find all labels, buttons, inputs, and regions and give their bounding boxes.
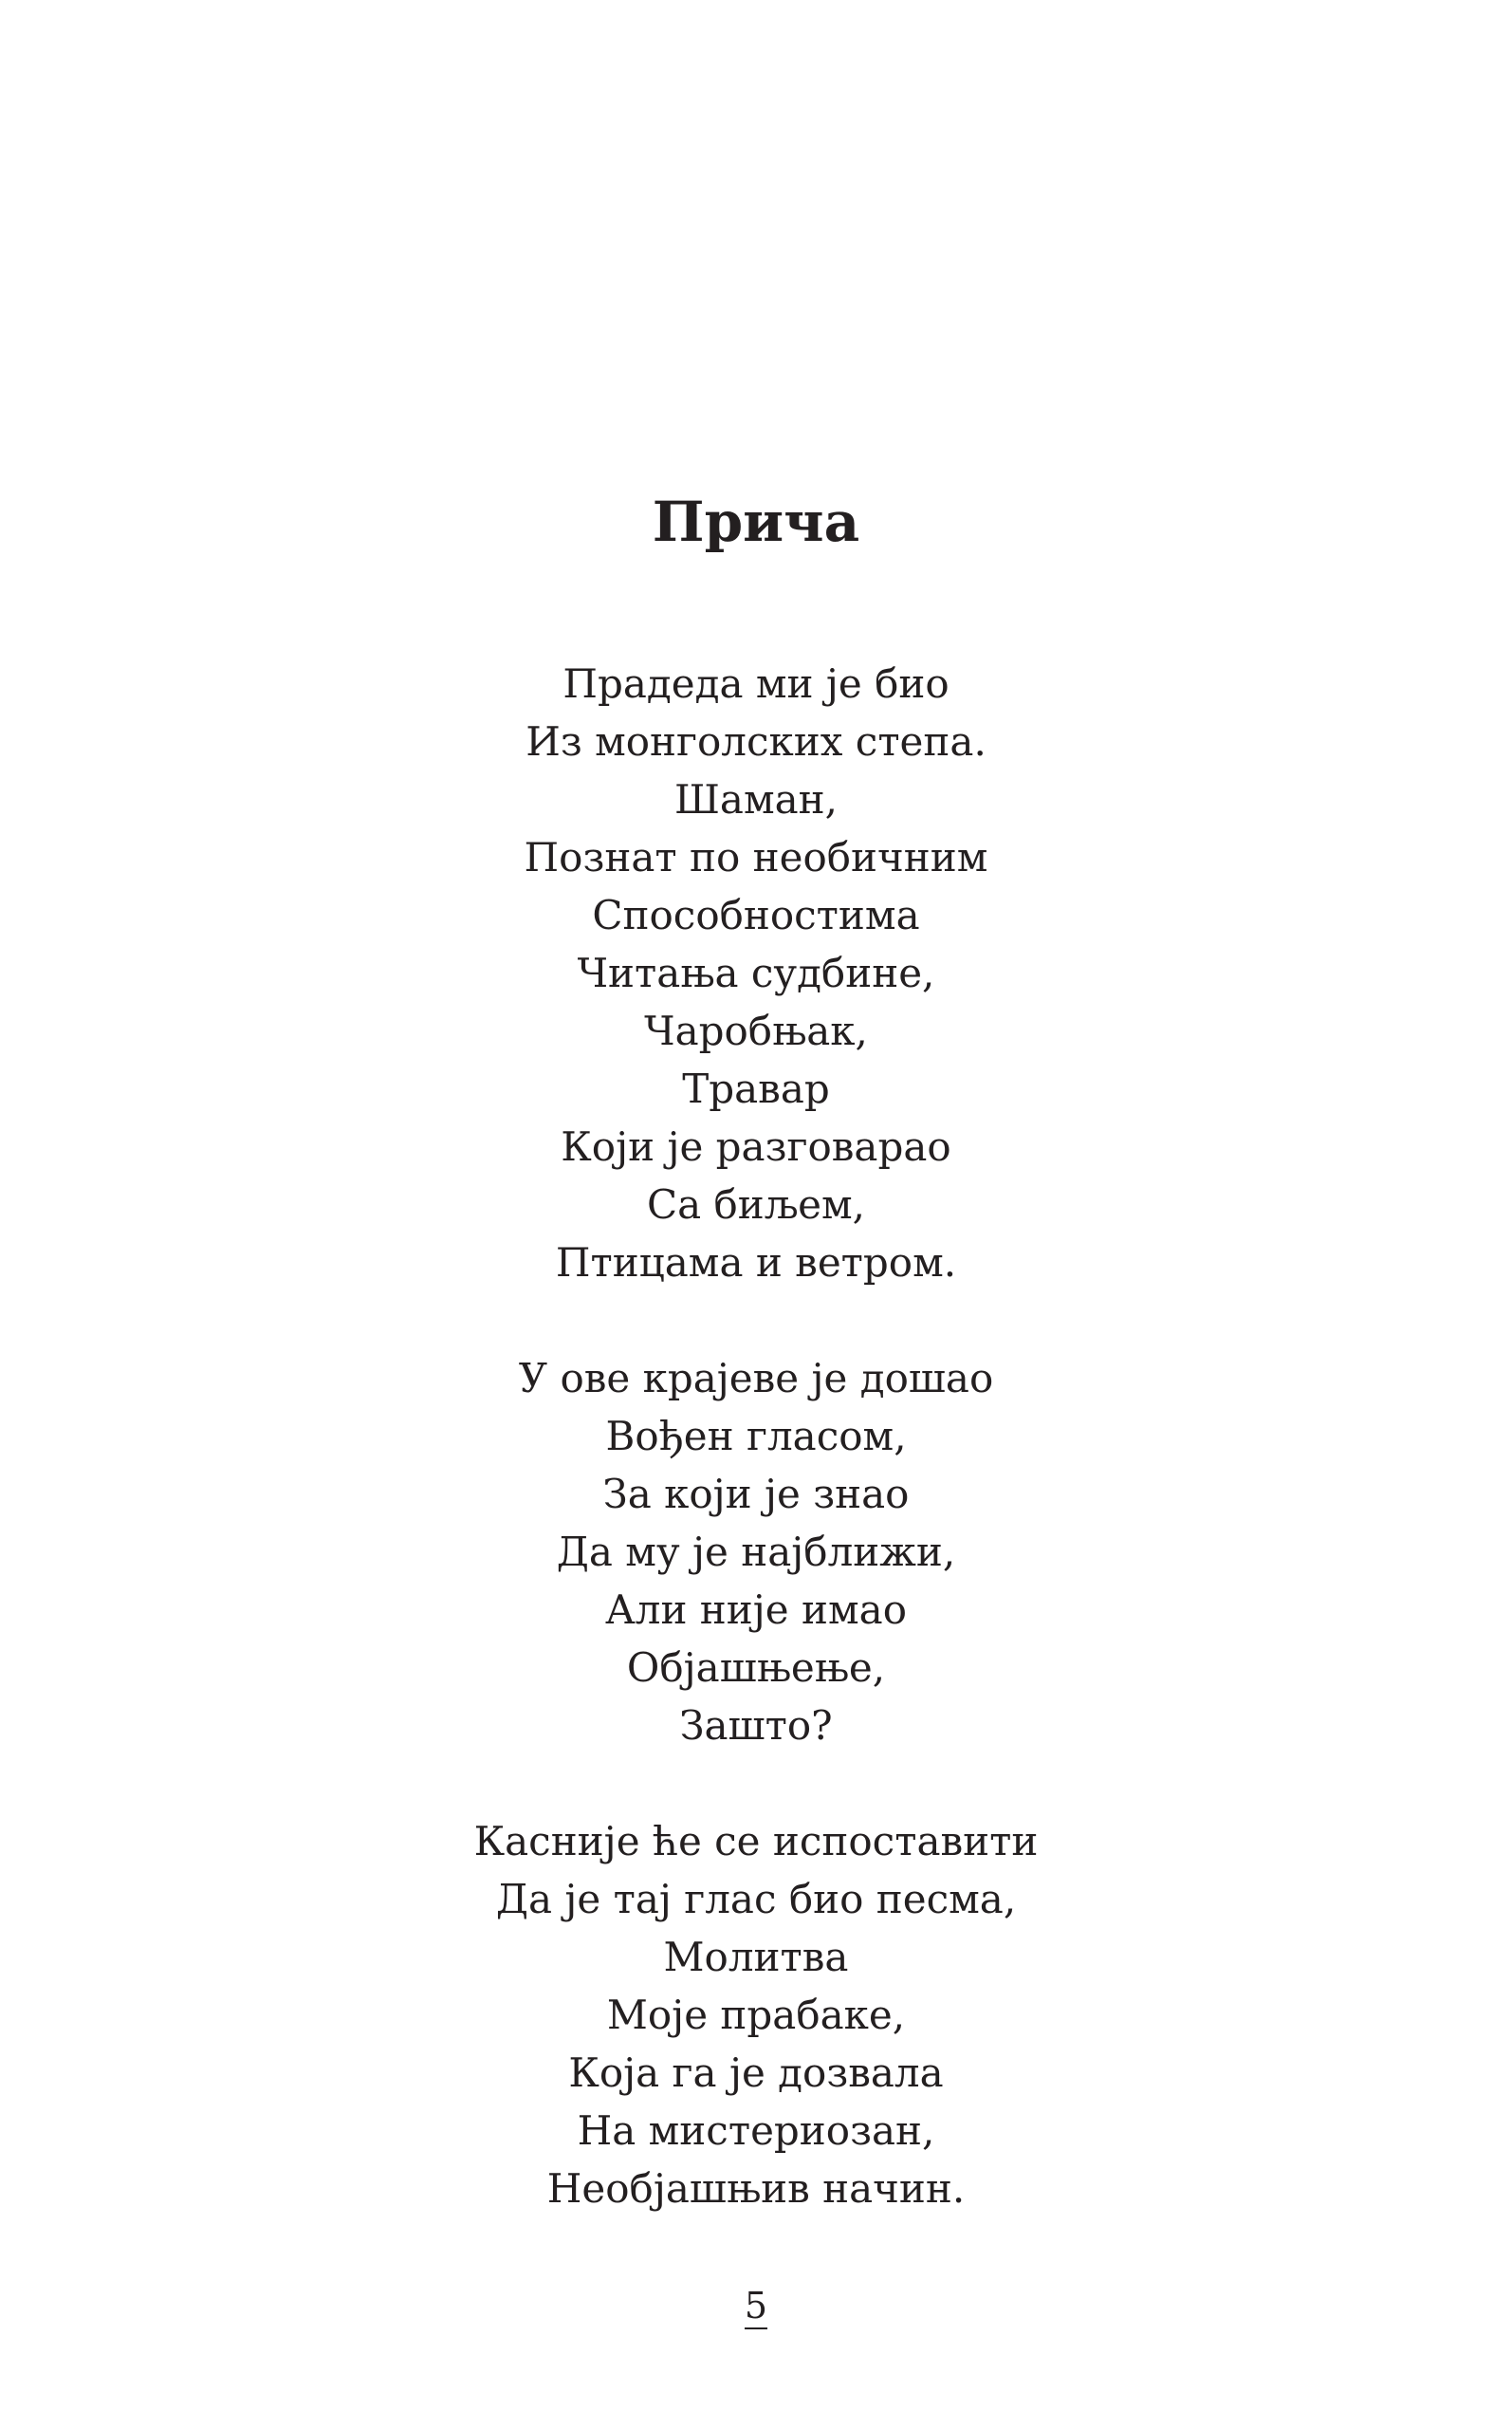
poem-line: Зашто?	[679, 1702, 833, 1749]
poem-body	[0, 655, 1512, 2275]
poem-line: У ове крајеве је дошао	[518, 1355, 994, 1401]
poem-line: Птицама и ветром.	[555, 1239, 957, 1286]
poem-line: Молитва	[663, 1934, 849, 1980]
poem-line: Који је разговарао	[561, 1123, 951, 1170]
poem-line: Моје прабаке,	[606, 1992, 906, 2038]
poem-line: Способностима	[592, 892, 920, 938]
poem-line: Познат по необичним	[524, 834, 988, 881]
poem-line: Читања судбине,	[577, 950, 935, 996]
poem-line: Касније ће се испоставити	[473, 1818, 1039, 1864]
poem-line: Из монголских степа.	[526, 718, 986, 765]
poem-line: Објашњење,	[626, 1644, 886, 1691]
poem-line: За који је знао	[602, 1471, 910, 1517]
poem-line: Вођен гласом,	[605, 1413, 907, 1459]
poem-line: Необјашњив начин.	[546, 2165, 966, 2212]
stanza-3	[0, 1812, 1512, 2217]
poem-line: Чаробњак,	[644, 1008, 868, 1054]
poem-line: Да му је најближи,	[556, 1529, 956, 1575]
stanza-2	[0, 1349, 1512, 1754]
poem-line: Травар	[682, 1066, 830, 1112]
poem-line: Са биљем,	[646, 1181, 866, 1228]
poem-title: Прича	[652, 490, 860, 554]
page-number	[0, 2282, 1512, 2329]
poem-line: Шаман,	[673, 776, 839, 823]
poem-line: Али није имао	[604, 1586, 908, 1633]
poem-line: Да је тај глас био песма,	[495, 1876, 1017, 1922]
poem-line: На мистериозан,	[577, 2107, 935, 2154]
poem-line: Прадеда ми је био	[562, 660, 950, 707]
page-number-text: 5	[745, 2285, 767, 2329]
poem-line: Која га је дозвала	[568, 2049, 944, 2096]
stanza-1	[0, 655, 1512, 1291]
